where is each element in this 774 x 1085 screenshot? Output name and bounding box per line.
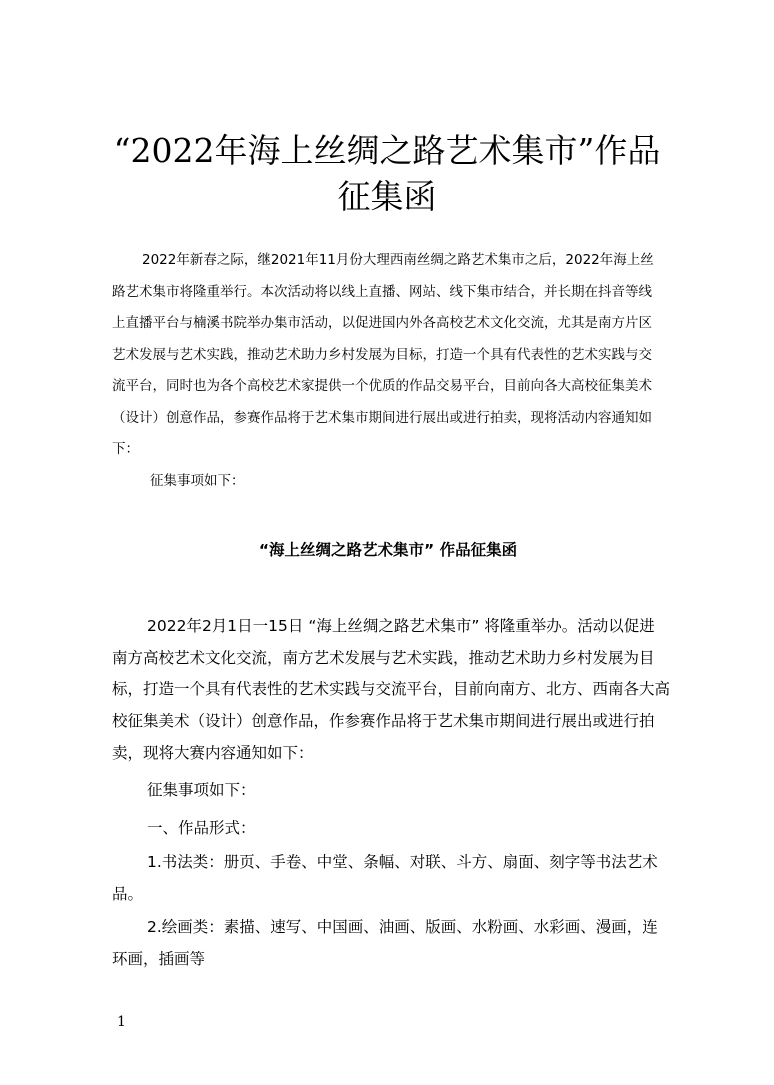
document-title: “2022年海上丝绸之路艺术集市”作品征集函 [113, 131, 661, 216]
intro-paragraph: 2022年新春之际，继2021年11月份大理西南丝绸之路艺术集市之后，2022年海上丝路艺术集市将隆重举行。本次活动将以线上直播、网站、线下集市结合，并长期在抖音等线上直播平台与楠溪书院举办集市活动，以促进国内外各高校艺术文化交流，尤其是南方片区艺术发展与艺术实践，推动艺术助力乡村发展为目标，打造一个具有代表性的艺术实践与交流平台，同时也为各个高校艺术家提供一个优质的作品交易平台，目前向各大高校征集美术（设计）创意作品，参赛作品将于艺术集市期间进行展出或进行拍卖，现将活动内容通知如下： [112, 252, 654, 457]
list-item-calligraphy: 1.书法类：册页、手卷、中堂、条幅、对联、斗方、扇面、刻字等书法艺术品。 [112, 853, 658, 903]
list-item-painting: 2.绘画类：素描、速写、中国画、油画、版画、水粉画、水彩画、漫画，连环画，插画等 [112, 918, 658, 968]
intro-items-heading: 征集事项如下： [150, 473, 245, 489]
section-subtitle: “海上丝绸之路艺术集市” 作品征集函 [258, 541, 518, 559]
body-paragraph: 2022年2月1日一15日 “海上丝绸之路艺术集市” 将隆重举办。活动以促进南方高校艺术文化交流，南方艺术发展与艺术实践，推动艺术助力乡村发展为目标，打造一个具有代表性的艺术实践与交流平台，目前向南方、北方、西南各大高校征集美术（设计）创意作品，作参赛作品将于艺术集市期间进行展出或进行拍卖，现将大赛内容通知如下： [112, 617, 671, 762]
body-items-heading: 征集事项如下： [147, 781, 256, 799]
section-heading-forms: 一、作品形式： [147, 819, 256, 837]
page-number: 1 [117, 1014, 126, 1030]
